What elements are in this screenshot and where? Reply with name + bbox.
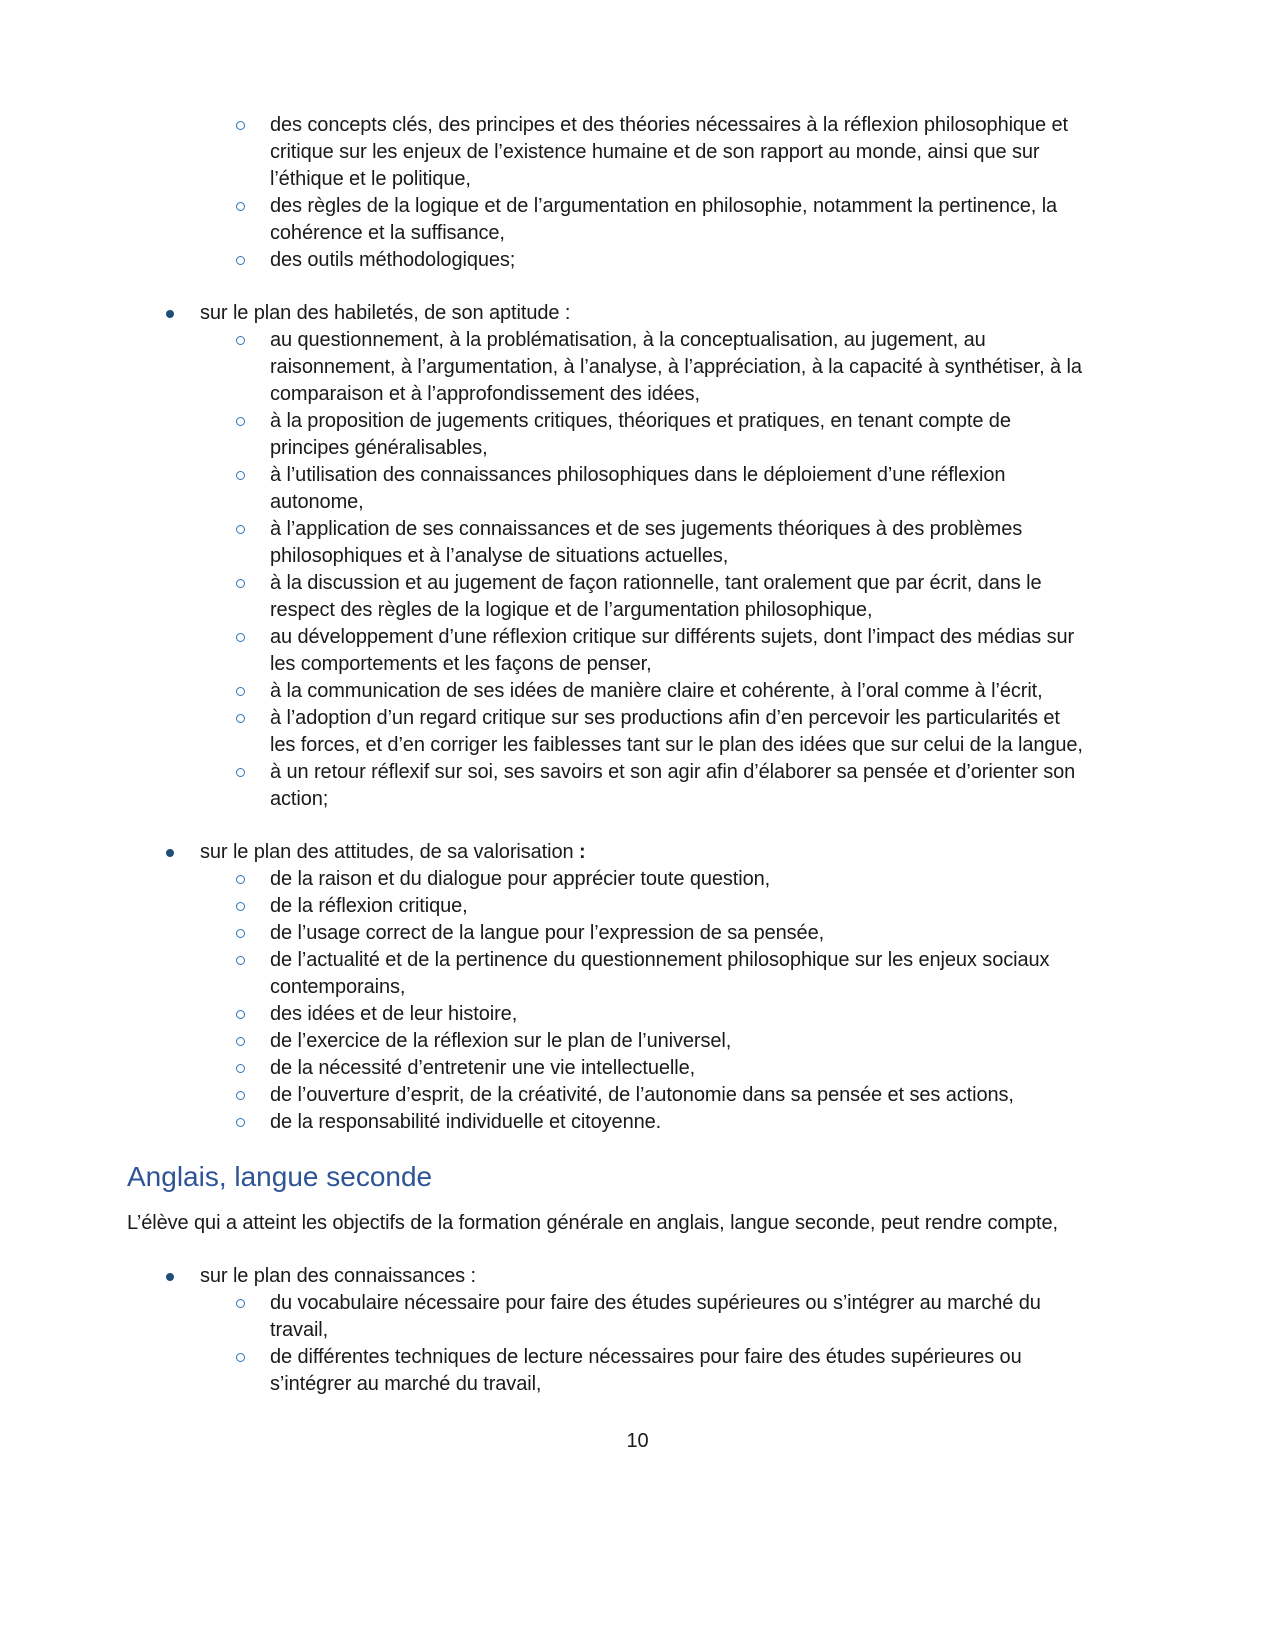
bullet-circle-icon bbox=[236, 256, 245, 265]
list-item bbox=[127, 247, 1085, 274]
bullet-label-habiletes bbox=[127, 300, 1085, 327]
bullet-circle-icon bbox=[236, 1353, 245, 1362]
list-item-text: au développement d’une réflexion critique sur différents sujets, dont l’impact des médias sur les comportements et les façons de penser, bbox=[270, 626, 1075, 675]
list-item bbox=[127, 705, 1085, 759]
section-attitudes bbox=[127, 839, 1085, 1136]
bullet-circle-icon bbox=[236, 902, 245, 911]
list-item-text: de la raison et du dialogue pour apprécier toute question, bbox=[270, 868, 771, 890]
list-item-text: à l’application de ses connaissances et de ses jugements théoriques à des problèmes philosophiques et à l’analyse de situations actuelles, bbox=[270, 518, 1023, 567]
list-item-text: à un retour réflexif sur soi, ses savoirs et son agir afin d’élaborer sa pensée et d’orienter son action; bbox=[270, 761, 1076, 810]
list-item-text: au questionnement, à la problématisation, à la conceptualisation, au jugement, au raisonnement, à l’argumentation, à l’analyse, à l’appréciation, à la capacité à synthétiser, à la comparaison et à l’approfondissement des idées, bbox=[270, 329, 1082, 405]
page-number: 10 bbox=[626, 1430, 649, 1452]
bullet-circle-icon bbox=[236, 687, 245, 696]
list-item-text: de la nécessité d’entretenir une vie intellectuelle, bbox=[270, 1057, 696, 1079]
list-item bbox=[127, 624, 1085, 678]
list-item bbox=[127, 1055, 1085, 1082]
list-item bbox=[127, 1290, 1085, 1344]
bullet-circle-icon bbox=[236, 768, 245, 777]
philosophie-connaissances-sublist bbox=[127, 112, 1085, 274]
list-item-text: des règles de la logique et de l’argumentation en philosophie, notamment la pertinence, la cohérence et la suffisance, bbox=[270, 195, 1058, 244]
bullet-circle-icon bbox=[236, 579, 245, 588]
list-item bbox=[127, 570, 1085, 624]
habiletes-sublist bbox=[127, 327, 1085, 813]
bullet-circle-icon bbox=[236, 336, 245, 345]
list-item bbox=[127, 893, 1085, 920]
list-item-text: à l’adoption d’un regard critique sur ses productions afin d’en percevoir les particularités et les forces, et d’en corriger les faiblesses tant sur le plan des idées que sur celui de la langue, bbox=[270, 707, 1083, 756]
bullet-circle-icon bbox=[236, 202, 245, 211]
bullet-circle-icon bbox=[236, 471, 245, 480]
bullet-label-attitudes bbox=[127, 839, 1085, 866]
bullet-circle-icon bbox=[236, 121, 245, 130]
list-item bbox=[127, 327, 1085, 408]
list-item-text: à la communication de ses idées de manière claire et cohérente, à l’oral comme à l’écrit, bbox=[270, 680, 1043, 702]
section-connaissances-anglais bbox=[127, 1263, 1085, 1398]
intro-paragraph: L’élève qui a atteint les objectifs de la formation générale en anglais, langue seconde, peut rendre compte, bbox=[127, 1212, 1058, 1234]
bullet-circle-icon bbox=[236, 525, 245, 534]
list-item bbox=[127, 1082, 1085, 1109]
bullet-label-connaissances bbox=[127, 1263, 1085, 1290]
bullet-circle-icon bbox=[236, 714, 245, 723]
list-item bbox=[127, 1028, 1085, 1055]
bullet-label-text: sur le plan des connaissances : bbox=[200, 1265, 476, 1287]
bullet-circle-icon bbox=[236, 1091, 245, 1100]
bullet-label-text: sur le plan des habiletés, de son aptitude : bbox=[200, 302, 571, 324]
list-item-text: à la discussion et au jugement de façon rationnelle, tant oralement que par écrit, dans le respect des règles de la logique et de l’argumentation philosophique, bbox=[270, 572, 1042, 621]
list-item-text: à la proposition de jugements critiques, théoriques et pratiques, en tenant compte de principes généralisables, bbox=[270, 410, 1011, 459]
bullet-circle-icon bbox=[236, 1118, 245, 1127]
bullet-circle-icon bbox=[236, 1010, 245, 1019]
list-item-text: du vocabulaire nécessaire pour faire des études supérieures ou s’intégrer au marché du travail, bbox=[270, 1292, 1041, 1341]
list-item bbox=[127, 462, 1085, 516]
bullet-dot-icon bbox=[166, 849, 174, 857]
bullet-circle-icon bbox=[236, 875, 245, 884]
list-item-text: de l’usage correct de la langue pour l’expression de sa pensée, bbox=[270, 922, 825, 944]
list-item-text: des idées et de leur histoire, bbox=[270, 1003, 518, 1025]
list-item bbox=[127, 1001, 1085, 1028]
attitudes-sublist bbox=[127, 866, 1085, 1136]
list-item bbox=[127, 920, 1085, 947]
connaissances-sublist bbox=[127, 1290, 1085, 1398]
bullet-circle-icon bbox=[236, 1064, 245, 1073]
bullet-circle-icon bbox=[236, 929, 245, 938]
bullet-circle-icon bbox=[236, 633, 245, 642]
bullet-circle-icon bbox=[236, 1037, 245, 1046]
list-item-text: de la réflexion critique, bbox=[270, 895, 468, 917]
list-item bbox=[127, 516, 1085, 570]
bold-colon: : bbox=[573, 841, 586, 863]
list-item-text: de l’actualité et de la pertinence du questionnement philosophique sur les enjeux sociaux contemporains, bbox=[270, 949, 1050, 998]
list-item-text: des outils méthodologiques; bbox=[270, 249, 516, 271]
bullet-circle-icon bbox=[236, 1299, 245, 1308]
list-item bbox=[127, 678, 1085, 705]
bullet-dot-icon bbox=[166, 310, 174, 318]
list-item bbox=[127, 947, 1085, 1001]
bullet-circle-icon bbox=[236, 417, 245, 426]
list-item bbox=[127, 408, 1085, 462]
list-item bbox=[127, 1344, 1085, 1398]
list-item bbox=[127, 759, 1085, 813]
bullet-dot-icon bbox=[166, 1273, 174, 1281]
section-heading-anglais: Anglais, langue seconde bbox=[127, 1161, 433, 1192]
list-item-text: des concepts clés, des principes et des théories nécessaires à la réflexion philosophique et critique sur les enjeux de l’existence humaine et de son rapport au monde, ainsi que sur l’éthique et le politique, bbox=[270, 114, 1068, 190]
list-item-text: de la responsabilité individuelle et citoyenne. bbox=[270, 1111, 662, 1133]
list-item bbox=[127, 193, 1085, 247]
bullet-circle-icon bbox=[236, 956, 245, 965]
list-item bbox=[127, 1109, 1085, 1136]
bullet-label-text: sur le plan des attitudes, de sa valorisation bbox=[200, 841, 574, 863]
list-item-text: de l’ouverture d’esprit, de la créativité, de l’autonomie dans sa pensée et ses actions, bbox=[270, 1084, 1014, 1106]
list-item-text: de différentes techniques de lecture nécessaires pour faire des études supérieures ou s’intégrer au marché du travail, bbox=[270, 1346, 1022, 1395]
list-item-text: de l’exercice de la réflexion sur le plan de l’universel, bbox=[270, 1030, 732, 1052]
list-item bbox=[127, 112, 1085, 193]
list-item bbox=[127, 866, 1085, 893]
section-habiletes bbox=[127, 300, 1085, 813]
list-item-text: à l’utilisation des connaissances philosophiques dans le déploiement d’une réflexion autonome, bbox=[270, 464, 1006, 513]
